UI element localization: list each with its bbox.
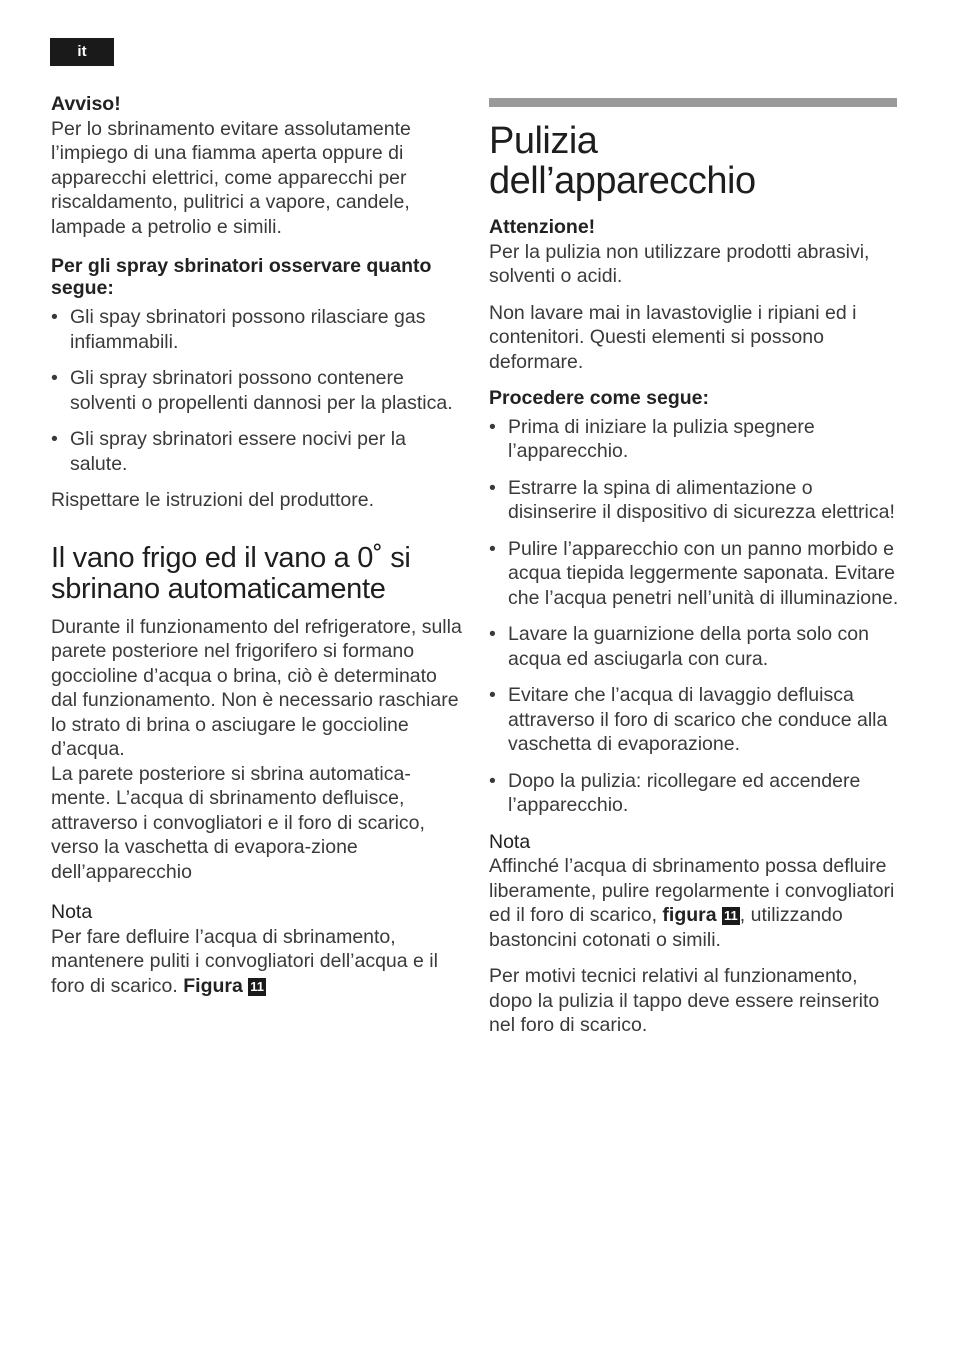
procedure-list [489,415,901,818]
list-item: • Pulire l’apparecchio con un panno morbido e acqua tiepida leggermente saponata. Evitare che l’acqua penetri nell’unità di illuminazione. [489,537,901,611]
attention-label: Attenzione! [489,216,596,238]
dishwasher-text: Non lavare mai in lavastoviglie i ripiani ed i contenitori. Questi elementi si possono deformare. [489,301,857,373]
procedure-label: Procedere come segue: [489,387,710,409]
note-label: Nota [51,901,93,923]
title-line-1: Pulizia [489,120,598,162]
spray-label: Per gli spray sbrinatori osservare quanto segue: [51,255,432,299]
note-body: Per fare defluire l’acqua di sbrinamento, mantenere puliti i convogliatori dell’acqua e il foro di scarico. [51,925,438,997]
list-item: • Estrarre la spina di alimentazione o disinserire il dispositivo di sicurezza elettrica! [489,476,901,525]
left-column [51,92,463,998]
list-item: • Prima di iniziare la pulizia spegnere l’apparecchio. [489,415,901,464]
language-tab: it [50,38,114,66]
note-label-right: Nota [489,830,531,853]
instructions-text: Rispettare le istruzioni del produttore. [51,489,374,511]
final-text: Per motivi tecnici relativi al funzionamento, dopo la pulizia il tappo deve essere reinserito nel foro di scarico. [489,965,880,1036]
figure-number-badge: 11 [250,978,264,994]
list-item: • Dopo la pulizia: ricollegare ed accendere l’apparecchio. [489,769,901,818]
attention-text: Per la pulizia non utilizzare prodotti abrasivi, solventi o acidi. [489,240,870,287]
note-text [51,925,463,999]
list-item: • Lavare la guarnizione della porta solo con acqua ed asciugarla con cura. [489,622,901,671]
note-body-after: , utilizzando bastoncini cotonati o simili. [489,904,843,951]
right-column [489,92,901,1038]
list-item: • Evitare che l’acqua di lavaggio defluisca attraverso il foro di scarico che conduce alla vaschetta di evaporazione. [489,683,901,757]
list-item: • Gli spray sbrinatori possono contenere solventi o propellenti dannosi per la plastica. [51,366,463,415]
note-text-right [489,854,901,952]
figure-ref-label: figura [662,904,717,926]
title-line-2: dell’apparecchio [489,160,756,202]
defrost-text-2: La parete posteriore si sbrina automatica-mente. L’acqua di sbrinamento defluisce, attraverso i convogliatori e il foro di scarico, verso la vaschetta di evapora-zione dell’apparecchio [51,762,425,883]
section-divider-bar [489,98,897,107]
figure-ref-label: Figura [183,974,243,997]
spray-list [51,305,463,476]
figure-number-badge: 11 [724,908,738,923]
page-title [489,121,901,201]
note-body-before: Affinché l’acqua di sbrinamento possa defluire liberamente, pulire regolarmente i convogliatori ed il foro di scarico, [489,855,895,926]
list-item: • Gli spray sbrinatori essere nocivi per la salute. [51,427,463,476]
warning-label: Avviso! [51,93,121,115]
section-title-defrost: Il vano frigo ed il vano a 0˚ si sbrinano automaticamente [51,541,411,605]
list-item: • Gli spay sbrinatori possono rilasciare gas infiammabili. [51,305,463,354]
defrost-text-1: Durante il funzionamento del refrigeratore, sulla parete posteriore nel frigorifero si formano goccioline d’acqua o brina, ciò è determinato dal funzionamento. Non è necessario raschiare lo strato di brina o asciugare le goccioline d’acqua. [51,615,462,760]
warning-text: Per lo sbrinamento evitare assolutamente l’impiego di una fiamma aperta oppure di apparecchi elettrici, come apparecchi per riscaldamento, pulitrici a vapore, candele, lampade a petrolio e simili. [51,117,411,238]
